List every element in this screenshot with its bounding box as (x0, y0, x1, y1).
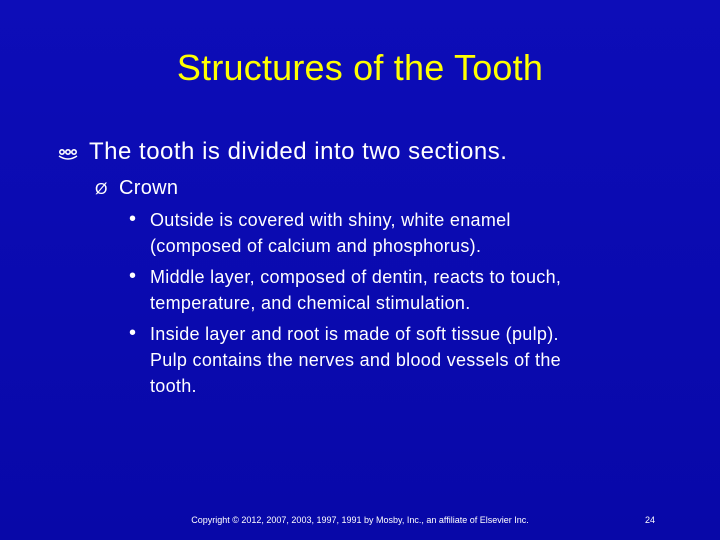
bullet-line: Pulp contains the nerves and blood vessels of the (150, 350, 561, 370)
bullet-level2-text: Crown (119, 177, 179, 199)
bullet-level3-item (129, 321, 670, 399)
bullet-line: Outside is covered with shiny, white enamel (150, 210, 511, 230)
dot-bullet-icon: • (129, 265, 137, 287)
bullet-line: Middle layer, composed of dentin, reacts to touch, (150, 267, 562, 287)
bullet-level3-item (129, 207, 670, 259)
bullet-level3-item (129, 264, 670, 316)
bullet-level1-text: The tooth is divided into two sections. (89, 138, 508, 165)
dot-bullet-icon: • (129, 208, 137, 230)
bullet-line: Inside layer and root is made of soft tissue (pulp). (150, 324, 559, 344)
bullet-line: (composed of calcium and phosphorus). (150, 236, 482, 256)
arrow-bullet-icon: Ø (95, 181, 108, 198)
copyright-footer: Copyright © 2012, 2007, 2003, 1997, 1991 by Mosby, Inc., an affiliate of Elsevier Inc. (191, 515, 529, 525)
page-number: 24 (644, 515, 655, 525)
slide-title: Structures of the Tooth (176, 47, 544, 88)
bullet-line: tooth. (150, 376, 197, 396)
slash-circle-dots-icon (58, 142, 78, 162)
bullet-line: temperature, and chemical stimulation. (150, 293, 471, 313)
dot-bullet-icon: • (129, 322, 137, 344)
